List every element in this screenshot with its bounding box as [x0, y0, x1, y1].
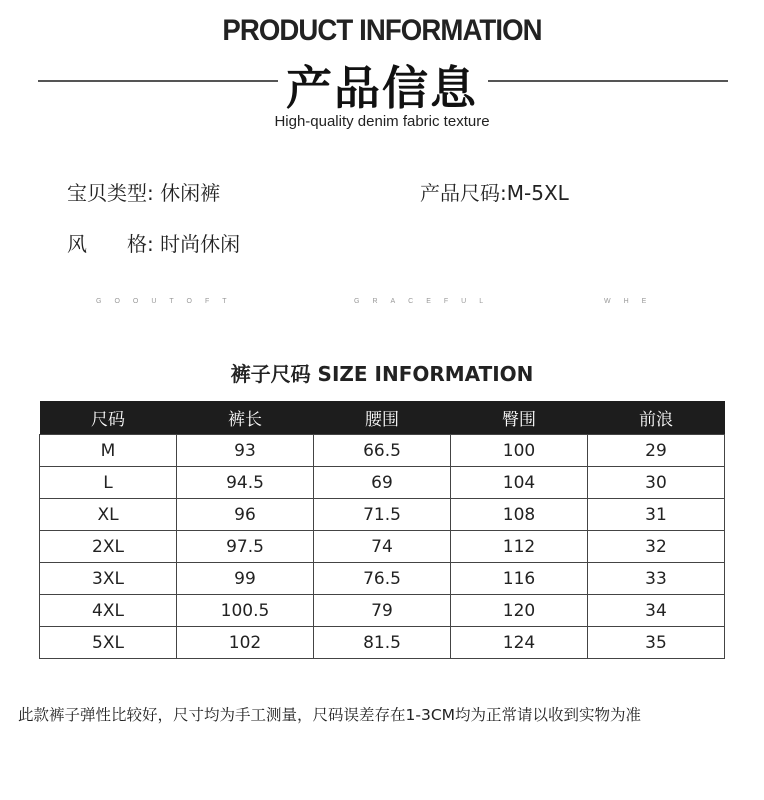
table-cell: 93: [177, 435, 314, 467]
table-cell: 81.5: [314, 627, 451, 659]
table-cell: 102: [177, 627, 314, 659]
size-section-title: 裤子尺码 SIZE INFORMATION: [230, 362, 534, 386]
table-cell: 100.5: [177, 595, 314, 627]
table-row: [40, 467, 725, 499]
table-cell: 30: [588, 467, 725, 499]
table-cell: 124: [451, 627, 588, 659]
footnote: 此款裤子弹性比较好，尺寸均为手工测量，尺码误差存在1-3CM均为正常请以收到实物为准: [18, 706, 642, 724]
table-cell: 97.5: [177, 531, 314, 563]
column-header: 裤长: [177, 401, 314, 435]
attribute-style: [67, 228, 240, 257]
table-cell: 116: [451, 563, 588, 595]
table-cell: 66.5: [314, 435, 451, 467]
table-cell: 100: [451, 435, 588, 467]
table-cell: 74: [314, 531, 451, 563]
header-title-en: PRODUCT INFORMATION: [222, 14, 542, 47]
attribute-value: M-5XL: [506, 181, 569, 205]
table-cell: XL: [40, 499, 177, 531]
attribute-label: 宝贝类型:: [67, 181, 154, 205]
decorative-text-part: GRACEFUL: [354, 298, 497, 305]
column-header: 臀围: [451, 401, 588, 435]
header-divider-right: [488, 80, 728, 82]
table-row: [40, 627, 725, 659]
table-cell: 4XL: [40, 595, 177, 627]
table-row: [40, 499, 725, 531]
table-cell: 32: [588, 531, 725, 563]
decorative-text-part: GOOUTOFT: [96, 298, 240, 305]
table-cell: 3XL: [40, 563, 177, 595]
table-cell: 5XL: [40, 627, 177, 659]
header-title-cn: 产品信息: [286, 61, 478, 115]
header-subtitle: High-quality denim fabric texture: [274, 113, 490, 130]
table-cell: 29: [588, 435, 725, 467]
table-row: [40, 563, 725, 595]
table-cell: 76.5: [314, 563, 451, 595]
column-header: 尺码: [40, 401, 177, 435]
table-cell: L: [40, 467, 177, 499]
attribute-label: 产品尺码:: [420, 181, 507, 205]
column-header: 前浪: [588, 401, 725, 435]
table-cell: 34: [588, 595, 725, 627]
header-cn-row: [0, 52, 764, 115]
table-header-row: [40, 401, 725, 435]
table-cell: 108: [451, 499, 588, 531]
table-cell: 71.5: [314, 499, 451, 531]
attribute-product-size: [420, 177, 569, 206]
decorative-text-part: WHE: [604, 298, 660, 305]
table-cell: 33: [588, 563, 725, 595]
table-cell: 31: [588, 499, 725, 531]
table-cell: 104: [451, 467, 588, 499]
table-cell: 69: [314, 467, 451, 499]
table-row: [40, 435, 725, 467]
table-row: [40, 595, 725, 627]
table-cell: M: [40, 435, 177, 467]
column-header: 腰围: [314, 401, 451, 435]
size-table: [39, 401, 725, 659]
table-cell: 94.5: [177, 467, 314, 499]
table-cell: 96: [177, 499, 314, 531]
table-cell: 2XL: [40, 531, 177, 563]
attribute-product-type: [67, 177, 220, 206]
table-cell: 35: [588, 627, 725, 659]
table-cell: 112: [451, 531, 588, 563]
table-row: [40, 531, 725, 563]
table-cell: 99: [177, 563, 314, 595]
table-cell: 120: [451, 595, 588, 627]
table-cell: 79: [314, 595, 451, 627]
attribute-label: 风 格:: [67, 232, 154, 256]
attribute-value: 休闲裤: [160, 181, 221, 205]
attribute-value: 时尚休闲: [160, 232, 241, 256]
